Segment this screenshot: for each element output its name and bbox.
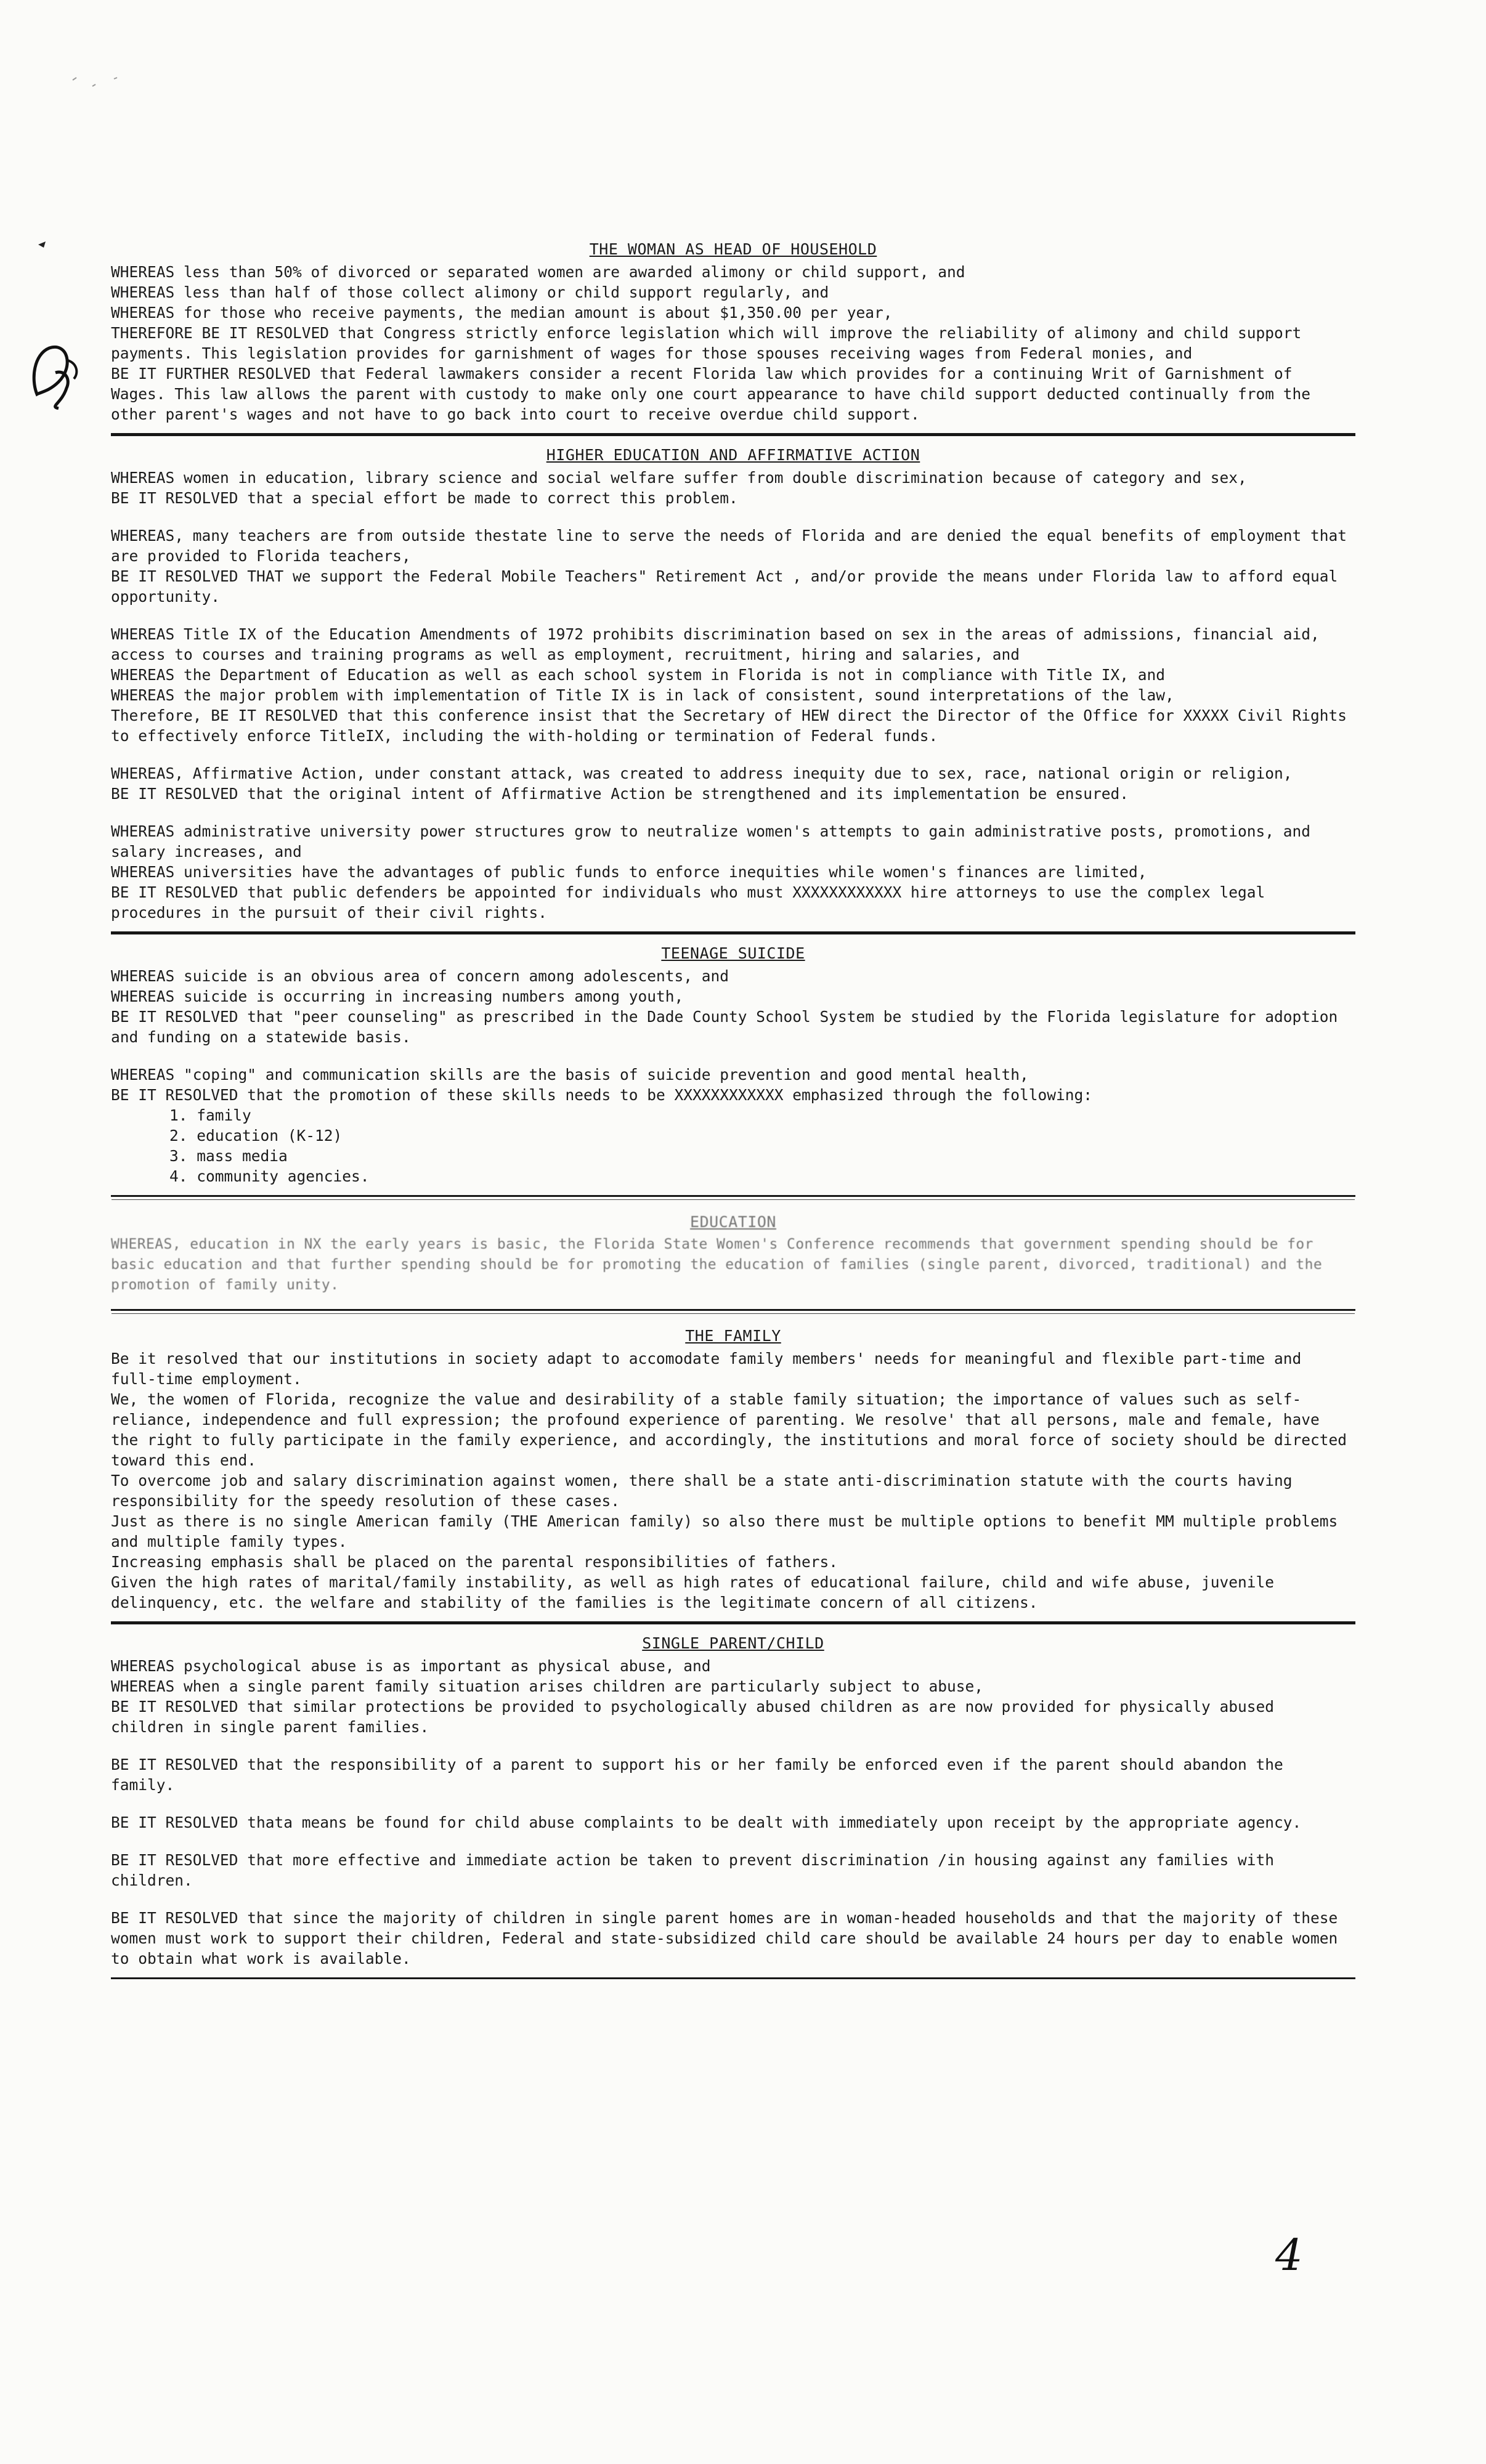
paragraph: WHEREAS less than 50% of divorced or separated women are awarded alimony or child support, and WHEREAS less than half of those collect alimony or child support regularly, and WHEREAS for those who receive payments, the median amount is about $1,350.00 per year, THEREFORE BE IT RESOLVED that Congress strictly enforce legislation which will improve the reliability of alimony and child support payments. This legislation provides for garnishment of wages for those spouses receiving wages from Federal monies, and BE IT FURTHER RESOLVED that Federal lawmakers consider a recent Florida law which provides for a continuing Writ of Garnishment of Wages. This law allows the parent with custody to make only one court appearance to have child support deducted continually from the other parent's wages and not have to go back into court to receive overdue child support. bbox=[111, 263, 1311, 423]
pencil-marks bbox=[68, 68, 142, 99]
paragraph: WHEREAS, education in NX the early years is basic, the Florida State Women's Conference recommends that government spending should be for basic education and that further spending should be for promoting the education of families (single parent, divorced, traditional) and the promotion of family unity. bbox=[111, 1236, 1323, 1293]
section-divider bbox=[111, 1309, 1355, 1311]
paragraph: BE IT RESOLVED thata means be found for child abuse complaints to be dealt with immediately upon receipt by the appropriate agency. bbox=[111, 1814, 1302, 1831]
section-title: HIGHER EDUCATION AND AFFIRMATIVE ACTION bbox=[546, 446, 920, 464]
list-item: 4. community agencies. bbox=[169, 1167, 370, 1185]
section-education bbox=[111, 1213, 1355, 1295]
section-title: THE FAMILY bbox=[685, 1327, 781, 1345]
section-single-parent bbox=[111, 1634, 1355, 1969]
page-number: 4 bbox=[1275, 2230, 1303, 2280]
section-household bbox=[111, 240, 1355, 424]
section-divider bbox=[111, 931, 1355, 934]
paragraph: WHEREAS, Affirmative Action, under constant attack, was created to address inequity due to sex, race, national origin or religion, BE IT RESOLVED that the original intent of Affirmative Action be strengthened and its implementation be ensured. bbox=[111, 764, 1293, 803]
handwritten-initials-mark bbox=[25, 336, 83, 410]
section-title: TEENAGE SUICIDE bbox=[661, 944, 805, 962]
section-divider bbox=[111, 433, 1355, 436]
paragraph: WHEREAS suicide is an obvious area of concern among adolescents, and WHEREAS suicide is occurring in increasing numbers among youth, BE IT RESOLVED that "peer counseling" as prescribed in the Dade County School System be studied by the Florida legislature for adoption and funding on a statewide basis. bbox=[111, 967, 1338, 1046]
paragraph: WHEREAS administrative university power structures grow to neutralize women's attempts to gain administrative posts, promotions, and salary increases, and WHEREAS universities have the advantages of public funds to enforce inequities while women's finances are limited, BE IT RESOLVED that public defenders be appointed for individuals who must XXXXXXXXXXXX hire attorneys to use the complex legal procedures in the pursuit of their civil rights. bbox=[111, 822, 1311, 922]
paragraph: BE IT RESOLVED that the responsibility of a parent to support his or her family be enforced even if the parent should abandon the family. bbox=[111, 1756, 1283, 1794]
section-title: THE WOMAN AS HEAD OF HOUSEHOLD bbox=[589, 240, 877, 258]
section-family bbox=[111, 1327, 1355, 1613]
section-divider bbox=[111, 1621, 1355, 1624]
section-title: EDUCATION bbox=[690, 1213, 776, 1231]
section-divider bbox=[111, 1195, 1355, 1197]
list-item: 3. mass media bbox=[169, 1147, 288, 1165]
list-item: 2. education (K-12) bbox=[169, 1127, 343, 1145]
paragraph: WHEREAS "coping" and communication skills are the basis of suicide prevention and good mental health, BE IT RESOLVED that the promotion of these skills needs to be XXXXXXXXXXXX emphasized through the following: bbox=[111, 1066, 1093, 1104]
paragraph: BE IT RESOLVED that more effective and immediate action be taken to prevent discrimination /in housing against any families with children. bbox=[111, 1851, 1275, 1889]
section-title: SINGLE PARENT/CHILD bbox=[642, 1634, 824, 1652]
numbered-list bbox=[169, 1105, 1355, 1186]
paragraph: BE IT RESOLVED that since the majority of children in single parent homes are in woman-headed households and that the majority of these women must work to support their children, Federal and state-subsidized child care should be available 24 hours per day to enable women to obtain what work is available. bbox=[111, 1909, 1338, 1968]
paragraph: Be it resolved that our institutions in society adapt to accomodate family members' needs for meaningful and flexible part-time and full-time employment. We, the women of Florida, recognize the value and desirability of a stable family situation; the importance of values such as self-reliance, independence and full expression; the profound experience of parenting. We resolve' that all persons, male and female, have the right to fully participate in the family experience, and accordingly, the institutions and moral force of society should be directed toward this end. To overcome job and salary discrimination against women, there shall be a state anti-discrimination statute with the courts having responsibility for the speedy resolution of these cases. Just as there is no single American family (THE American family) so also there must be multiple options to benefit MM multiple problems and multiple family types. Increasing emphasis shall be placed on the parental responsibilities of fathers. Given the high rates of marital/family instability, as well as high rates of educational failure, child and wife abuse, juvenile delinquency, etc. the welfare and stability of the families is the legitimate concern of all citizens. bbox=[111, 1350, 1347, 1611]
section-divider bbox=[111, 1977, 1355, 1979]
paragraph: WHEREAS, many teachers are from outside thestate line to serve the needs of Florida and are denied the equal benefits of employment that are provided to Florida teachers, BE IT RESOLVED THAT we support the Federal Mobile Teachers" Retirement Act , and/or provide the means under Florida law to afford equal opportunity. bbox=[111, 527, 1347, 606]
section-higher-education bbox=[111, 446, 1355, 923]
paragraph: WHEREAS Title IX of the Education Amendments of 1972 prohibits discrimination based on sex in the areas of admissions, financial aid, access to courses and training programs as well as employment, recruitment, hiring and salaries, and WHEREAS the Department of Education as well as each school system in Florida is not in compliance with Title IX, and WHEREAS the major problem with implementation of Title IX is in lack of consistent, sound interpretations of the law, Therefore, BE IT RESOLVED that this conference insist that the Secretary of HEW direct the Director of the Office for XXXXX Civil Rights to effectively enforce TitleIX, including the with-holding or termination of Federal funds. bbox=[111, 625, 1347, 745]
section-teenage-suicide bbox=[111, 944, 1355, 1186]
document-page bbox=[111, 240, 1355, 1989]
paragraph: WHEREAS women in education, library science and social welfare suffer from double discrimination because of category and sex, BE IT RESOLVED that a special effort be made to correct this problem. bbox=[111, 469, 1247, 507]
list-item: 1. family bbox=[169, 1106, 251, 1124]
paragraph: WHEREAS psychological abuse is as important as physical abuse, and WHEREAS when a single parent family situation arises children are particularly subject to abuse, BE IT RESOLVED that similar protections be provided to psychologically abused children as are now provided for physically abused children in single parent families. bbox=[111, 1657, 1275, 1736]
ink-dot-mark bbox=[38, 241, 46, 248]
